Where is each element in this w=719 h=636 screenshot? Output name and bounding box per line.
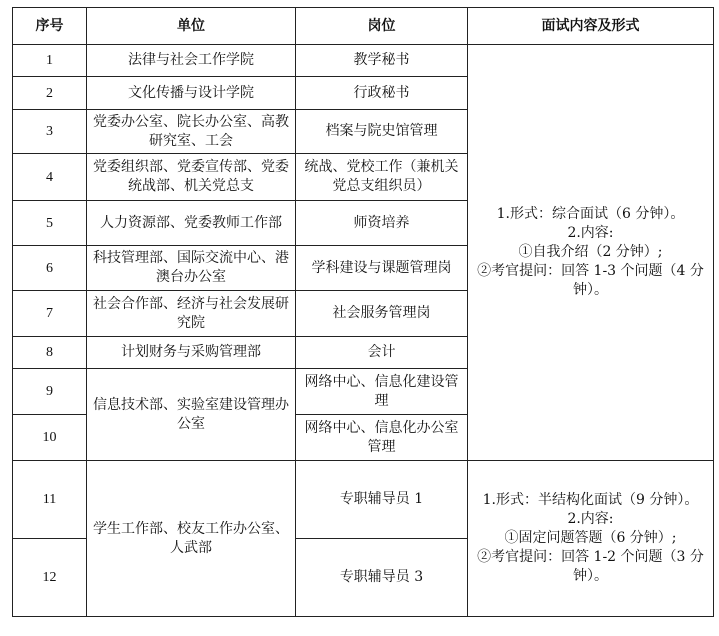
table-row — [13, 461, 714, 539]
row-no: 11 — [13, 461, 87, 539]
format-cell-a — [468, 45, 714, 461]
row-post: 教学秘书 — [296, 45, 468, 77]
row-post: 会计 — [296, 337, 468, 369]
row-no: 8 — [13, 337, 87, 369]
format-b-line3: ①固定问题答题（6 分钟）; — [504, 530, 677, 546]
row-no: 5 — [13, 201, 87, 246]
header-format: 面试内容及形式 — [468, 8, 714, 45]
row-post: 统战、党校工作（兼机关党总支组织员） — [296, 154, 468, 201]
format-b-line2: 2.内容: — [567, 511, 614, 527]
row-post: 行政秘书 — [296, 77, 468, 110]
row-post: 专职辅导员 3 — [296, 539, 468, 617]
header-post: 岗位 — [296, 8, 468, 45]
header-unit: 单位 — [87, 8, 296, 45]
row-no: 1 — [13, 45, 87, 77]
row-unit: 党委组织部、党委宣传部、党委统战部、机关党总支 — [87, 154, 296, 201]
table-row — [13, 45, 714, 77]
row-unit: 文化传播与设计学院 — [87, 77, 296, 110]
row-no: 7 — [13, 291, 87, 337]
row-no: 10 — [13, 415, 87, 461]
format-a-line2: 2.内容: — [567, 225, 614, 241]
header-no: 序号 — [13, 8, 87, 45]
interview-table — [12, 7, 714, 617]
header-row — [13, 8, 714, 45]
row-unit: 社会合作部、经济与社会发展研究院 — [87, 291, 296, 337]
row-post: 专职辅导员 1 — [296, 461, 468, 539]
row-no: 12 — [13, 539, 87, 617]
row-post: 师资培养 — [296, 201, 468, 246]
row-unit: 人力资源部、党委教师工作部 — [87, 201, 296, 246]
row-no: 6 — [13, 246, 87, 291]
row-post: 网络中心、信息化办公室管理 — [296, 415, 468, 461]
row-no: 2 — [13, 77, 87, 110]
row-post: 社会服务管理岗 — [296, 291, 468, 337]
format-a-line1: 1.形式：综合面试（6 分钟）。 — [496, 206, 685, 222]
format-a-line4: ②考官提问：回答 1-3 个问题（4 分钟）。 — [477, 263, 704, 298]
format-b-line4: ②考官提问：回答 1-2 个问题（3 分钟）。 — [477, 549, 704, 584]
row-no: 9 — [13, 369, 87, 415]
row-no: 3 — [13, 110, 87, 154]
row-post: 网络中心、信息化建设管理 — [296, 369, 468, 415]
row-no: 4 — [13, 154, 87, 201]
row-unit: 学生工作部、校友工作办公室、人武部 — [87, 461, 296, 617]
row-unit: 法律与社会工作学院 — [87, 45, 296, 77]
row-post: 档案与院史馆管理 — [296, 110, 468, 154]
row-unit: 党委办公室、院长办公室、高教研究室、工会 — [87, 110, 296, 154]
row-post: 学科建设与课题管理岗 — [296, 246, 468, 291]
row-unit: 科技管理部、国际交流中心、港澳台办公室 — [87, 246, 296, 291]
format-cell-b — [468, 461, 714, 617]
row-unit: 信息技术部、实验室建设管理办公室 — [87, 369, 296, 461]
format-b-line1: 1.形式：半结构化面试（9 分钟）。 — [482, 492, 699, 508]
format-a-line3: ①自我介绍（2 分钟）; — [518, 244, 663, 260]
row-unit: 计划财务与采购管理部 — [87, 337, 296, 369]
